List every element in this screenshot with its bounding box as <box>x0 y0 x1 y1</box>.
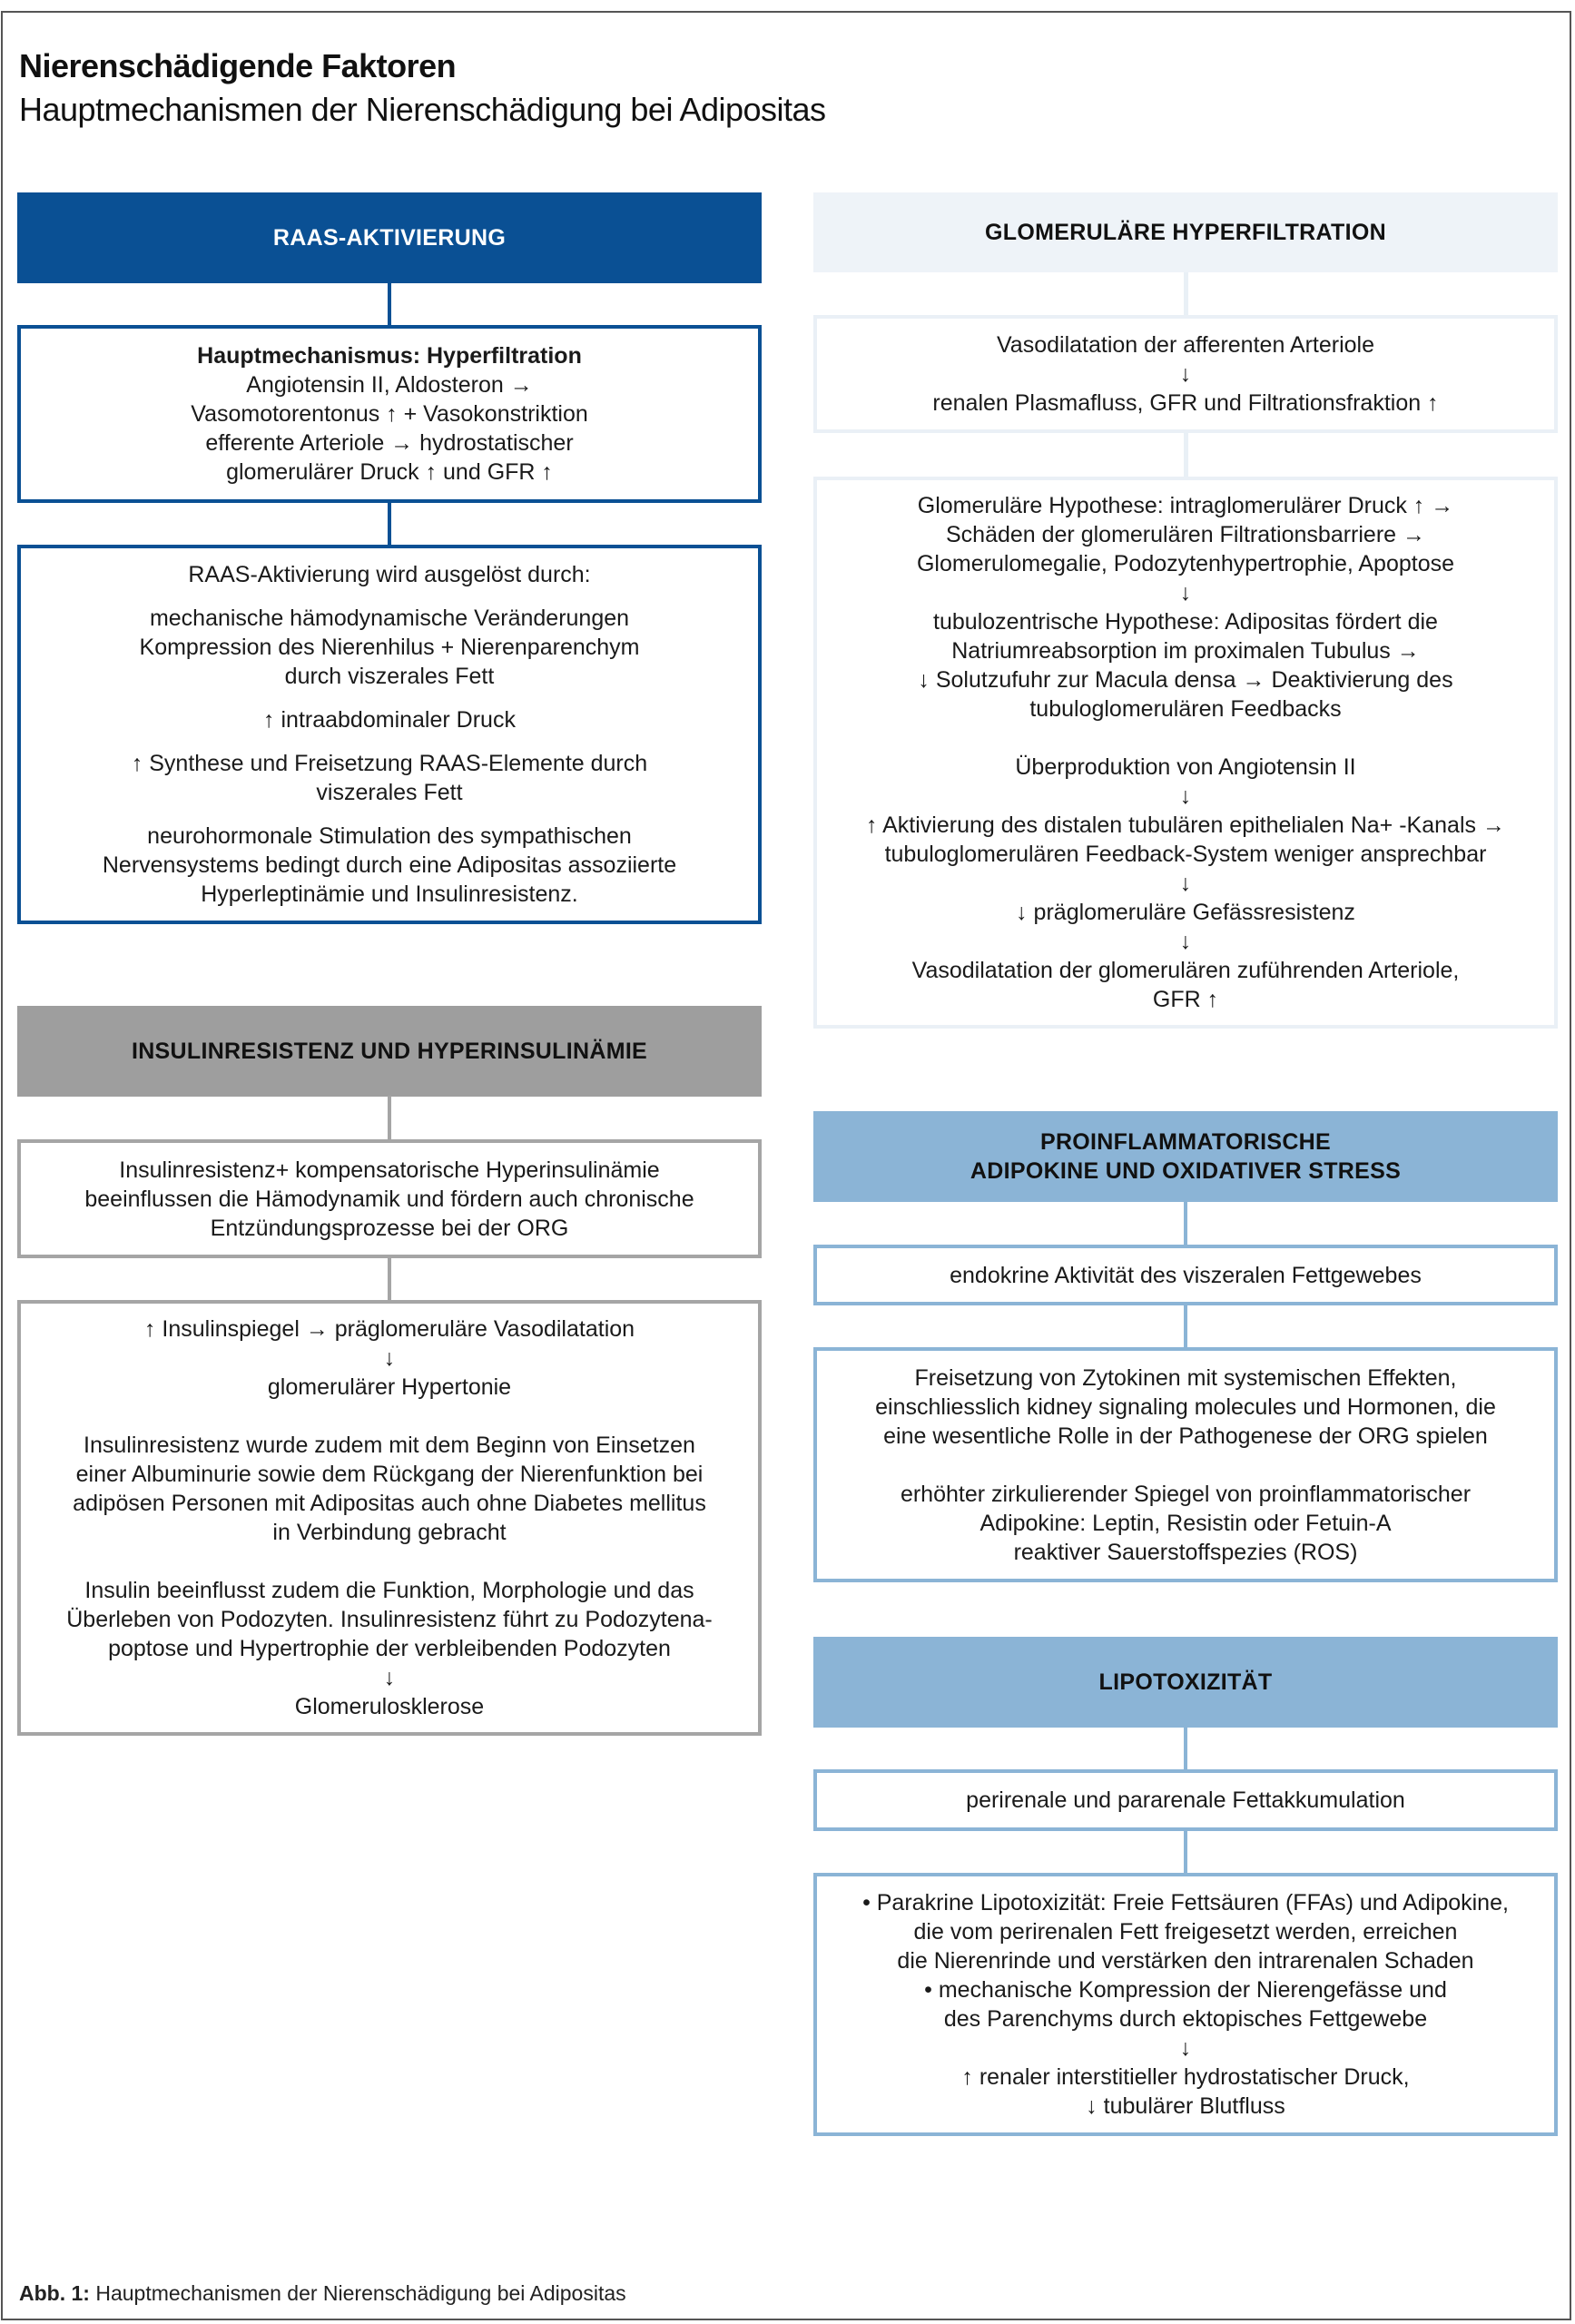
text-line: ↑ Insulinspiegel → präglomeruläre Vasodilatation <box>143 1316 635 1342</box>
text-line: Insulinresistenz+ kompensatorische Hyperinsulinämie <box>119 1157 660 1183</box>
text-line: Überleben von Podozyten. Insulinresistenz führt zu Podozytena- <box>66 1607 713 1632</box>
lipotoxicity-heading-text: LIPOTOXIZITÄT <box>1098 1669 1273 1695</box>
proinflammatory-heading-line: PROINFLAMMATORISCHE <box>1039 1129 1332 1155</box>
text-line: Vasodilatation der afferenten Arteriole <box>996 332 1374 358</box>
raas-mechanism-title: Hauptmechanismus: Hyperfiltration <box>197 343 582 369</box>
text-line: neurohormonale Stimulation des sympathischen <box>147 823 632 849</box>
glomerular-hypotheses-box <box>813 477 1558 1029</box>
text-line: Hyperleptinämie und Insulinresistenz. <box>201 881 578 907</box>
text-line: tubuloglomerulären Feedback-System weniger ansprechbar <box>884 842 1487 867</box>
arrow-down-icon: ↓ <box>1179 929 1192 954</box>
page-title: Nierenschädigende Faktoren <box>19 47 457 84</box>
arrow-down-icon: ↓ <box>383 1665 396 1690</box>
text-line: Glomerulosklerose <box>294 1694 485 1719</box>
text-line: Vasodilatation der glomerulären zuführenden Arteriole, <box>911 958 1460 983</box>
connector-line <box>1184 1305 1187 1348</box>
text-line: Angiotensin II, Aldosteron → <box>246 372 533 398</box>
text-line: tubulozentrische Hypothese: Adipositas fördert die <box>933 609 1438 635</box>
text-line: Glomeruläre Hypothese: intraglomerulärer Druck ↑ → <box>917 493 1454 518</box>
text-line: ↓ präglomeruläre Gefässresistenz <box>1016 900 1355 925</box>
glomerular-vasodilation-box <box>813 315 1558 433</box>
insulin-heading-text: INSULINRESISTENZ UND HYPERINSULINÄMIE <box>131 1039 648 1064</box>
text-line: die Nierenrinde und verstärken den intrarenalen Schaden <box>897 1948 1474 1974</box>
text-line: ↓ tubulärer Blutfluss <box>1086 2093 1285 2119</box>
caption-text: Hauptmechanismen der Nierenschädigung bei Adipositas <box>89 2281 626 2305</box>
text-line: einer Albuminurie sowie dem Rückgang der Nierenfunktion bei <box>75 1462 704 1487</box>
text-line: ↓ Solutzufuhr zur Macula densa → Deaktivierung des <box>918 667 1453 693</box>
text-line: ↑ intraabdominaler Druck <box>263 707 516 733</box>
text-line: glomerulärer Druck ↑ und GFR ↑ <box>226 459 553 485</box>
proinflammatory-endocrine-box <box>813 1245 1558 1305</box>
text-line: ↑ renaler interstitieller hydrostatischer Druck, <box>961 2064 1410 2090</box>
raas-heading <box>17 192 762 283</box>
raas-triggers-box <box>17 545 762 924</box>
lipotoxicity-details-box <box>813 1873 1558 2136</box>
text-line: Glomerulomegalie, Podozytenhypertrophie, Apoptose <box>916 551 1455 576</box>
raas-mechanism-box <box>17 325 762 503</box>
figure-caption <box>19 2281 626 2306</box>
text-line: Natriumreabsorption im proximalen Tubulus → <box>951 638 1420 664</box>
connector-line <box>1184 1830 1187 1874</box>
connector-line <box>1184 432 1188 478</box>
text-line: Adipokine: Leptin, Resistin oder Fetuin-A <box>979 1510 1392 1536</box>
raas-heading-text: RAAS-AKTIVIERUNG <box>272 225 507 251</box>
arrow-down-icon: ↓ <box>383 1345 396 1371</box>
insulin-details-box <box>17 1300 762 1736</box>
text-line: Insulin beeinflusst zudem die Funktion, Morphologie und das <box>84 1578 694 1603</box>
text-line: ↑ Aktivierung des distalen tubulären epithelialen Na+ -Kanals → <box>866 812 1505 838</box>
connector-line <box>1184 272 1188 316</box>
text-line: Entzündungsprozesse bei der ORG <box>210 1215 569 1241</box>
glomerular-heading <box>813 192 1558 272</box>
text-line: renalen Plasmafluss, GFR und Filtrationsfraktion ↑ <box>932 390 1439 416</box>
text-line: • mechanische Kompression der Nierengefässe und <box>924 1977 1447 2003</box>
arrow-down-icon: ↓ <box>1179 783 1192 809</box>
text-line: efferente Arteriole → hydrostatischer <box>205 430 574 456</box>
connector-line <box>1184 1201 1187 1246</box>
insulin-summary-box <box>17 1139 762 1258</box>
caption-label: Abb. 1: <box>19 2281 90 2305</box>
arrow-down-icon: ↓ <box>1179 580 1192 606</box>
connector-line <box>388 1096 391 1140</box>
text-line: tubuloglomerulären Feedbacks <box>1029 696 1342 722</box>
text-line: erhöhter zirkulierender Spiegel von proinflammatorischer <box>900 1481 1472 1507</box>
proinflammatory-cytokines-box <box>813 1347 1558 1582</box>
text-line: adipösen Personen mit Adipositas auch ohne Diabetes mellitus <box>73 1491 706 1516</box>
text-line: viszerales Fett <box>316 780 463 805</box>
connector-line <box>388 282 391 326</box>
glomerular-heading-text: GLOMERULÄRE HYPERFILTRATION <box>985 220 1386 245</box>
text-line: Freisetzung von Zytokinen mit systemischen Effekten, <box>914 1364 1457 1391</box>
text-line: eine wesentliche Rolle in der Pathogenese der ORG spielen <box>883 1423 1488 1449</box>
arrow-down-icon: ↓ <box>1179 2035 1192 2061</box>
text-line: mechanische hämodynamische Veränderungen <box>149 606 630 631</box>
text-line: Überproduktion von Angiotensin II <box>1015 754 1356 780</box>
text-line: Kompression des Nierenhilus + Nierenparenchym <box>139 635 640 660</box>
text-line: GFR ↑ <box>1152 987 1219 1012</box>
text-line: einschliesslich kidney signaling molecules und Hormonen, die <box>875 1393 1496 1420</box>
text-line: des Parenchyms durch ektopisches Fettgewebe <box>943 2006 1428 2032</box>
text-line: Nervensystems bedingt durch eine Adipositas assoziierte <box>102 852 677 878</box>
proinflammatory-heading-line: ADIPOKINE UND OXIDATIVER STRESS <box>970 1158 1402 1184</box>
text-line: Insulinresistenz wurde zudem mit dem Beginn von Einsetzen <box>84 1433 695 1458</box>
text-line: endokrine Aktivität des viszeralen Fettgewebes <box>950 1262 1422 1288</box>
text-line: perirenale und pararenale Fettakkumulation <box>966 1787 1405 1813</box>
page-subtitle: Hauptmechanismen der Nierenschädigung bei Adipositas <box>19 91 826 128</box>
text-line: poptose und Hypertrophie der verbleibenden Podozyten <box>108 1636 671 1661</box>
text-line: • Parakrine Lipotoxizität: Freie Fettsäuren (FFAs) und Adipokine, <box>862 1890 1509 1915</box>
proinflammatory-heading <box>813 1111 1558 1202</box>
text-line: in Verbindung gebracht <box>272 1520 507 1545</box>
text-line: glomerulärer Hypertonie <box>267 1374 512 1400</box>
text-line: die vom perirenalen Fett freigesetzt werden, erreichen <box>913 1919 1458 1945</box>
connector-line <box>388 502 391 546</box>
connector-line <box>1184 1727 1187 1770</box>
insulin-heading <box>17 1006 762 1097</box>
text-line: reaktiver Sauerstoffspezies (ROS) <box>1013 1539 1358 1565</box>
text-line: beeinflussen die Hämodynamik und fördern auch chronische <box>84 1186 694 1212</box>
text-line: Schäden der glomerulären Filtrationsbarriere → <box>945 522 1426 547</box>
text-line: durch viszerales Fett <box>284 664 495 689</box>
connector-line <box>388 1257 391 1301</box>
arrow-down-icon: ↓ <box>1179 361 1192 387</box>
text-line: Vasomotorentonus ↑ + Vasokonstriktion <box>191 401 588 427</box>
arrow-down-icon: ↓ <box>1179 871 1192 896</box>
raas-triggers-intro: RAAS-Aktivierung wird ausgelöst durch: <box>188 562 591 587</box>
text-line: ↑ Synthese und Freisetzung RAAS-Elemente durch <box>131 751 648 776</box>
lipotoxicity-heading <box>813 1637 1558 1728</box>
lipotoxicity-accumulation-box <box>813 1769 1558 1831</box>
